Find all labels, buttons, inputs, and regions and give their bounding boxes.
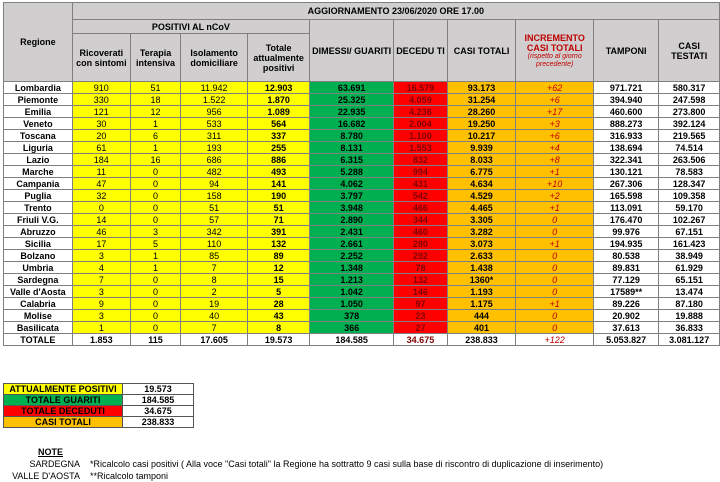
cell-region: Umbria [4,262,73,274]
table-row [4,274,720,286]
cell-tes: 128.347 [659,178,720,190]
cell-dec: 344 [394,214,448,226]
cell-dec: 1.553 [394,142,448,154]
cell-tes: 247.598 [659,94,720,106]
cell-ric: 121 [72,106,130,118]
cell-dec: 466 [394,202,448,214]
note-text: **Ricalcolo tamponi [90,471,169,481]
table-row [4,310,720,322]
cell-ric: 1.853 [72,334,130,346]
cell-dec: 460 [394,226,448,238]
cell-ter: 0 [130,166,180,178]
cell-ric: 184 [72,154,130,166]
cell-tot: 28 [248,298,310,310]
cell-region: Emilia [4,106,73,118]
cell-dim: 366 [310,322,394,334]
cell-tot: 132 [248,238,310,250]
cell-ric: 0 [72,202,130,214]
cell-ter: 51 [130,82,180,94]
cell-tam: 194.935 [593,238,658,250]
note-text: *Ricalcolo casi positivi ( Alla voce "Casi totali" la Regione ha sottratto 9 casi sulla base di riscontro di duplicazione di inserimento) [90,459,604,469]
cell-inc: +1 [516,238,594,250]
cell-region: Lombardia [4,82,73,94]
summary-value: 19.573 [123,384,194,395]
cell-tot: 15 [248,274,310,286]
cell-ric: 46 [72,226,130,238]
cell-tes: 273.800 [659,106,720,118]
update-title: AGGIORNAMENTO 23/06/2020 ORE 17.00 [72,3,719,20]
cell-inc: 0 [516,274,594,286]
cell-iso: 40 [181,310,248,322]
cell-ter: 1 [130,250,180,262]
cell-dec: 78 [394,262,448,274]
cell-ric: 17 [72,238,130,250]
cell-dim: 8.780 [310,130,394,142]
cell-ric: 47 [72,178,130,190]
cell-iso: 110 [181,238,248,250]
cell-region: TOTALE [4,334,73,346]
cell-tot: 1.870 [248,94,310,106]
cell-inc: +3 [516,118,594,130]
cell-iso: 51 [181,202,248,214]
cell-ter: 18 [130,94,180,106]
cell-iso: 11.942 [181,82,248,94]
cell-tes: 219.565 [659,130,720,142]
testati-header: CASI TESTATI [659,20,720,82]
cell-region: Molise [4,310,73,322]
cell-dim: 378 [310,310,394,322]
cell-ter: 0 [130,214,180,226]
cell-cas: 93.173 [447,82,516,94]
cell-cas: 28.260 [447,106,516,118]
cell-tes: 36.833 [659,322,720,334]
table-row [4,94,720,106]
cell-tot: 141 [248,178,310,190]
cell-tam: 89.226 [593,298,658,310]
cell-region: Bolzano [4,250,73,262]
positivi-group-header: POSITIVI AL nCoV [72,20,309,34]
cell-inc: +1 [516,166,594,178]
cell-inc: +8 [516,154,594,166]
cell-tes: 13.474 [659,286,720,298]
cell-region: Basilicata [4,322,73,334]
cell-tot: 12 [248,262,310,274]
table-row [4,166,720,178]
cell-tam: 20.902 [593,310,658,322]
cell-tes: 3.081.127 [659,334,720,346]
cell-tot: 12.903 [248,82,310,94]
cell-inc: +6 [516,94,594,106]
cell-region: Liguria [4,142,73,154]
cell-tam: 77.129 [593,274,658,286]
cell-dec: 4.236 [394,106,448,118]
cell-ter: 0 [130,274,180,286]
cell-dec: 34.675 [394,334,448,346]
cell-tot: 5 [248,286,310,298]
cell-ric: 32 [72,190,130,202]
cell-ter: 0 [130,322,180,334]
cell-tes: 61.929 [659,262,720,274]
cell-dim: 1.348 [310,262,394,274]
cell-inc: 0 [516,322,594,334]
cell-dec: 146 [394,286,448,298]
cell-ter: 0 [130,286,180,298]
cell-dec: 280 [394,238,448,250]
table-row [4,238,720,250]
cell-dec: 16.579 [394,82,448,94]
cell-region: Veneto [4,118,73,130]
cell-ter: 0 [130,298,180,310]
covid-data-table [3,2,720,346]
cell-tot: 19.573 [248,334,310,346]
table-row [4,202,720,214]
cell-tot: 255 [248,142,310,154]
cell-tot: 1.089 [248,106,310,118]
cell-ter: 1 [130,118,180,130]
cell-ter: 6 [130,130,180,142]
cell-dim: 4.062 [310,178,394,190]
cell-region: Friuli V.G. [4,214,73,226]
incremento-header [516,20,594,82]
cell-dim: 1.050 [310,298,394,310]
table-row [4,178,720,190]
cell-tam: 176.470 [593,214,658,226]
cell-dec: 292 [394,250,448,262]
summary-value: 184.585 [123,395,194,406]
cell-tes: 263.506 [659,154,720,166]
cell-tam: 460.600 [593,106,658,118]
terapia-header: Terapia intensiva [130,34,180,82]
cell-tot: 43 [248,310,310,322]
cell-cas: 19.250 [447,118,516,130]
cell-region: Puglia [4,190,73,202]
cell-tam: 130.121 [593,166,658,178]
cell-tam: 394.940 [593,94,658,106]
cell-tam: 322.341 [593,154,658,166]
dimessi-header: DIMESSI/ GUARITI [310,20,394,82]
cell-tot: 8 [248,322,310,334]
cell-ric: 330 [72,94,130,106]
cell-iso: 311 [181,130,248,142]
table-row [4,214,720,226]
notes-title: NOTE [38,447,64,457]
cell-ter: 12 [130,106,180,118]
cell-tes: 87.180 [659,298,720,310]
table-row [4,82,720,94]
summary-row [4,417,194,428]
cell-tes: 580.317 [659,82,720,94]
cell-tes: 392.124 [659,118,720,130]
cell-tot: 391 [248,226,310,238]
cell-dim: 2.252 [310,250,394,262]
cell-tam: 267.306 [593,178,658,190]
cell-cas: 9.939 [447,142,516,154]
cell-region: Trento [4,202,73,214]
cell-iso: 1.522 [181,94,248,106]
cell-dec: 132 [394,274,448,286]
cell-iso: 482 [181,166,248,178]
table-row [4,322,720,334]
cell-ter: 5 [130,238,180,250]
cell-iso: 158 [181,190,248,202]
cell-dim: 1.213 [310,274,394,286]
cell-dim: 3.948 [310,202,394,214]
cell-cas: 1360* [447,274,516,286]
tamponi-header: TAMPONI [593,20,658,82]
note-region: SARDEGNA [29,459,80,469]
cell-tes: 109.358 [659,190,720,202]
isolamento-header: Isolamento domiciliare [181,34,248,82]
cell-dim: 2.431 [310,226,394,238]
table-row [4,130,720,142]
note-region: VALLE D'AOSTA [12,471,80,481]
cell-inc: 0 [516,262,594,274]
cell-dec: 27 [394,322,448,334]
table-row [4,250,720,262]
cell-inc: 0 [516,214,594,226]
cell-cas: 2.633 [447,250,516,262]
cell-ric: 14 [72,214,130,226]
cell-tot: 51 [248,202,310,214]
cell-tes: 38.949 [659,250,720,262]
summary-row [4,395,194,406]
deceduti-header: DECEDU TI [394,20,448,82]
cell-tot: 886 [248,154,310,166]
table-row [4,142,720,154]
region-header: Regione [4,3,73,82]
summary-label: TOTALE GUARITI [4,395,123,406]
cell-ric: 61 [72,142,130,154]
incremento-note: (rispetto al giorno precedente) [527,52,582,68]
cell-cas: 3.282 [447,226,516,238]
cell-ric: 910 [72,82,130,94]
cell-tam: 5.053.827 [593,334,658,346]
cell-tam: 165.598 [593,190,658,202]
cell-region: Campania [4,178,73,190]
table-row [4,298,720,310]
cell-ter: 115 [130,334,180,346]
cell-ric: 9 [72,298,130,310]
cell-inc: 0 [516,286,594,298]
cell-region: Valle d'Aosta [4,286,73,298]
cell-cas: 1.175 [447,298,516,310]
cell-tot: 337 [248,130,310,142]
cell-iso: 2 [181,286,248,298]
cell-region: Sardegna [4,274,73,286]
cell-cas: 8.033 [447,154,516,166]
cell-dec: 994 [394,166,448,178]
summary-table [3,383,194,428]
cell-cas: 4.634 [447,178,516,190]
cell-inc: 0 [516,226,594,238]
cell-tam: 80.538 [593,250,658,262]
totale-positivi-header: Totale attualmente positivi [248,34,310,82]
cell-region: Lazio [4,154,73,166]
cell-ter: 0 [130,310,180,322]
summary-label: CASI TOTALI [4,417,123,428]
cell-ric: 3 [72,286,130,298]
cell-dec: 431 [394,178,448,190]
incremento-title: INCREMENTO CASI TOTALI [524,32,585,53]
cell-tot: 564 [248,118,310,130]
cell-ter: 16 [130,154,180,166]
cell-dim: 6.315 [310,154,394,166]
cell-tam: 971.721 [593,82,658,94]
cell-tam: 89.831 [593,262,658,274]
cell-dim: 22.935 [310,106,394,118]
cell-cas: 10.217 [447,130,516,142]
casi-totali-header: CASI TOTALI [447,20,516,82]
cell-dim: 1.042 [310,286,394,298]
cell-tam: 316.933 [593,130,658,142]
cell-inc: 0 [516,310,594,322]
cell-tes: 19.888 [659,310,720,322]
cell-iso: 17.605 [181,334,248,346]
cell-ter: 1 [130,262,180,274]
cell-inc: +4 [516,142,594,154]
ricoverati-header: Ricoverati con sintomi [72,34,130,82]
cell-dim: 16.682 [310,118,394,130]
cell-ter: 3 [130,226,180,238]
table-row [4,106,720,118]
cell-tam: 17589** [593,286,658,298]
summary-label: ATTUALMENTE POSITIVI [4,384,123,395]
cell-cas: 444 [447,310,516,322]
summary-value: 34.675 [123,406,194,417]
cell-inc: +1 [516,202,594,214]
cell-inc: 0 [516,250,594,262]
cell-tam: 888.273 [593,118,658,130]
cell-ric: 11 [72,166,130,178]
cell-inc: +122 [516,334,594,346]
cell-iso: 342 [181,226,248,238]
cell-ric: 1 [72,322,130,334]
table-row [4,226,720,238]
cell-dec: 23 [394,310,448,322]
cell-ric: 4 [72,262,130,274]
cell-dim: 25.325 [310,94,394,106]
cell-cas: 1.193 [447,286,516,298]
cell-ric: 3 [72,250,130,262]
cell-ric: 7 [72,274,130,286]
cell-tam: 99.976 [593,226,658,238]
cell-tes: 161.423 [659,238,720,250]
cell-dim: 5.288 [310,166,394,178]
summary-row [4,406,194,417]
table-row [4,286,720,298]
cell-tot: 493 [248,166,310,178]
cell-inc: +10 [516,178,594,190]
cell-iso: 533 [181,118,248,130]
cell-dec: 542 [394,190,448,202]
cell-tam: 138.694 [593,142,658,154]
cell-ric: 3 [72,310,130,322]
cell-tot: 190 [248,190,310,202]
summary-value: 238.833 [123,417,194,428]
cell-ric: 30 [72,118,130,130]
cell-iso: 85 [181,250,248,262]
cell-tes: 67.151 [659,226,720,238]
cell-cas: 6.775 [447,166,516,178]
cell-dim: 184.585 [310,334,394,346]
cell-cas: 4.529 [447,190,516,202]
cell-dec: 97 [394,298,448,310]
cell-iso: 94 [181,178,248,190]
table-row [4,154,720,166]
cell-region: Piemonte [4,94,73,106]
cell-tam: 113.091 [593,202,658,214]
table-row [4,262,720,274]
cell-inc: +2 [516,190,594,202]
table-row [4,118,720,130]
cell-ric: 20 [72,130,130,142]
cell-cas: 3.305 [447,214,516,226]
cell-tes: 65.151 [659,274,720,286]
cell-dec: 2.004 [394,118,448,130]
summary-row [4,384,194,395]
cell-region: Sicilia [4,238,73,250]
cell-cas: 3.073 [447,238,516,250]
cell-iso: 7 [181,322,248,334]
cell-iso: 686 [181,154,248,166]
cell-region: Marche [4,166,73,178]
cell-inc: +1 [516,298,594,310]
cell-cas: 4.465 [447,202,516,214]
cell-dec: 4.059 [394,94,448,106]
cell-tam: 37.613 [593,322,658,334]
cell-dim: 3.797 [310,190,394,202]
cell-inc: +17 [516,106,594,118]
cell-iso: 956 [181,106,248,118]
cell-region: Toscana [4,130,73,142]
cell-ter: 0 [130,190,180,202]
cell-inc: +62 [516,82,594,94]
cell-tes: 74.514 [659,142,720,154]
summary-label: TOTALE DECEDUTI [4,406,123,417]
cell-region: Calabria [4,298,73,310]
cell-cas: 1.438 [447,262,516,274]
cell-dim: 2.661 [310,238,394,250]
cell-cas: 401 [447,322,516,334]
cell-iso: 19 [181,298,248,310]
table-row [4,190,720,202]
cell-tes: 59.170 [659,202,720,214]
cell-ter: 1 [130,142,180,154]
cell-iso: 57 [181,214,248,226]
cell-dim: 8.131 [310,142,394,154]
cell-ter: 0 [130,178,180,190]
cell-tes: 78.583 [659,166,720,178]
cell-dim: 63.691 [310,82,394,94]
cell-iso: 193 [181,142,248,154]
cell-tes: 102.267 [659,214,720,226]
cell-inc: +6 [516,130,594,142]
cell-region: Abruzzo [4,226,73,238]
cell-dim: 2.890 [310,214,394,226]
cell-cas: 31.254 [447,94,516,106]
cell-iso: 7 [181,262,248,274]
cell-tot: 71 [248,214,310,226]
cell-ter: 0 [130,202,180,214]
table-row [4,334,720,346]
cell-dec: 832 [394,154,448,166]
cell-dec: 1.100 [394,130,448,142]
cell-iso: 8 [181,274,248,286]
cell-cas: 238.833 [447,334,516,346]
cell-tot: 89 [248,250,310,262]
